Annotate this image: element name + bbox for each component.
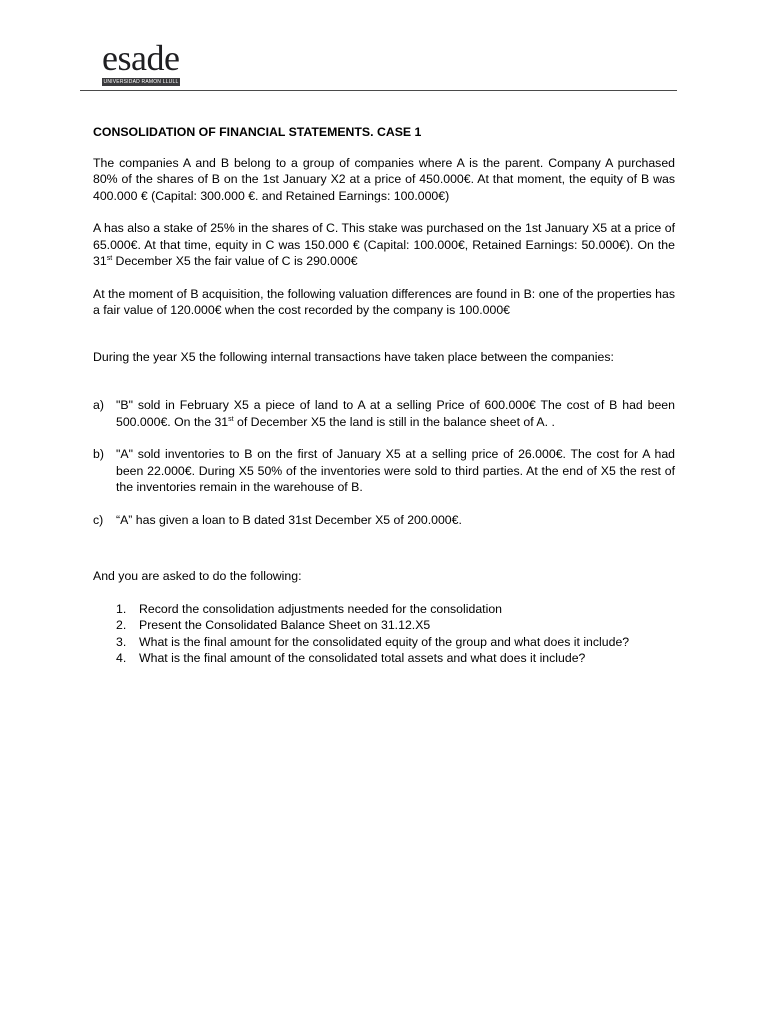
paragraph-valuation-differences: At the moment of B acquisition, the following valuation differences are found in B: one of the properties has a fair value of 120.000€ when the cost recorded by the company is 100.000€: [93, 286, 675, 317]
document-body: [93, 124, 675, 667]
tasks-list: [93, 601, 675, 667]
ordinal-suffix: st: [106, 254, 113, 262]
task-item-text: What is the final amount of the consolidated total assets and what does it include?: [139, 651, 586, 665]
paragraph-tasks-intro: And you are asked to do the following:: [93, 569, 302, 583]
list-item-text-a: "B" sold in February X5 a piece of land to A at a selling Price of 600.000€ The cost of B had been 500.000€. On the 31: [116, 398, 675, 429]
task-item-label: 1.: [116, 601, 127, 616]
list-item-label: c): [93, 512, 104, 527]
transactions-list: [93, 397, 675, 528]
logo-subtitle-bar: UNIVERSIDAD RAMON LLULL: [103, 79, 179, 85]
list-item-label: a): [93, 398, 104, 412]
task-item: [93, 601, 675, 618]
paragraph-stake-c-text-b: December X5 the fair value of C is 290.000€: [112, 254, 358, 268]
ordinal-suffix: st: [228, 415, 234, 423]
task-item-text: Present the Consolidated Balance Sheet on 31.12.X5: [139, 618, 431, 632]
list-item-text: "A" sold inventories to B on the first of January X5 at a selling price of 26.000€. The cost for A had been 22.000€. During X5 50% of the inventories were sold to third parties. At the end of X5 the rest of the inventories remain in the warehouse of B.: [116, 447, 675, 494]
list-item-label: b): [93, 447, 104, 461]
paragraph-internal-transactions: During the year X5 the following internal transactions have taken place between the companies:: [93, 349, 614, 364]
task-item-label: 3.: [116, 634, 127, 649]
task-item: [93, 634, 675, 651]
paragraph-stake-c: [93, 220, 675, 270]
task-item-label: 2.: [116, 618, 127, 632]
task-item: [93, 650, 675, 667]
document-title: CONSOLIDATION OF FINANCIAL STATEMENTS. CASE 1: [93, 125, 422, 139]
list-item: [93, 446, 675, 496]
paragraph-stake-c-text-a: A has also a stake of 25% in the shares of C. This stake was purchased on the 1st January X5 at a price of 65.000€. At that time, equity in C was 150.000 € (Capital: 100.000€, Retained Earnings: 50.000€). On the 31: [93, 221, 675, 268]
task-item-label: 4.: [116, 651, 127, 665]
list-item-text-b: of December X5 the land is still in the balance sheet of A. .: [233, 414, 555, 429]
header-divider: [80, 90, 677, 91]
task-item: [93, 617, 675, 634]
esade-logo: [102, 40, 180, 86]
list-item: [93, 397, 675, 430]
logo-wordmark: esade: [102, 38, 180, 78]
list-item-text: “A” has given a loan to B dated 31st December X5 of 200.000€.: [116, 512, 462, 527]
task-item-text: What is the final amount for the consolidated equity of the group and what does it include?: [139, 634, 630, 649]
page-header: [80, 0, 677, 92]
paragraph-group-structure: The companies A and B belong to a group of companies where A is the parent. Company A purchased 80% of the shares of B on the 1st January X2 at a price of 450.000€. At that moment, the equity of B was 400.000 € (Capital: 300.000 €. and Retained Earnings: 100.000€): [93, 155, 675, 203]
list-item: [93, 512, 675, 529]
task-item-text: Record the consolidation adjustments needed for the consolidation: [139, 601, 502, 616]
